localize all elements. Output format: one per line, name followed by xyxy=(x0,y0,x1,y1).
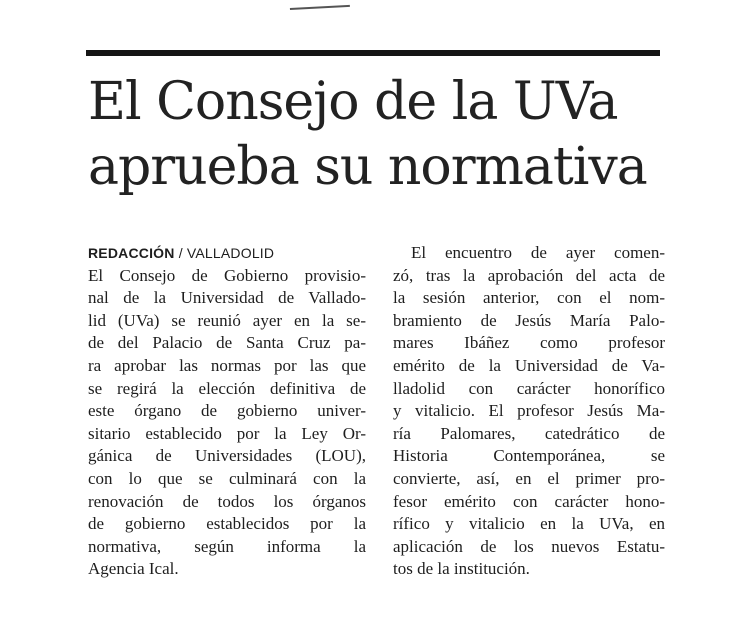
article-column-right xyxy=(393,242,665,581)
headline-line: aprueba su normativa xyxy=(88,137,647,197)
body-line: tos de la institución. xyxy=(393,559,530,579)
body-line: de gobierno establecidos por la xyxy=(88,514,366,534)
headline xyxy=(88,70,688,200)
body-line: aplicación de los nuevos Estatu- xyxy=(393,536,665,556)
body-line: Agencia Ical. xyxy=(88,559,179,579)
body-line: gánica de Universidades (LOU), xyxy=(88,446,366,466)
body-line: emérito de la Universidad de Va- xyxy=(393,355,665,375)
body-line: se regirá la elección definitiva de xyxy=(88,378,366,398)
body-line: ría Palomares, catedrático de xyxy=(393,423,665,443)
body-line: convierte, así, en el primer pro- xyxy=(393,468,665,488)
scan-pen-mark xyxy=(289,0,349,10)
body-line: de del Palacio de Santa Cruz pa- xyxy=(88,333,366,353)
body-line: sitario establecido por la Ley Or- xyxy=(88,423,366,443)
body-line: nal de la Universidad de Vallado- xyxy=(88,288,366,308)
body-line: lladolid con carácter honorífico xyxy=(393,378,665,398)
body-line: lid (UVa) se reunió ayer en la se- xyxy=(88,310,366,330)
headline-line: El Consejo de la UVa xyxy=(88,72,618,132)
byline-separator: / xyxy=(178,245,183,261)
body-line: ra aprobar las normas por las que xyxy=(88,355,366,375)
article-column-left xyxy=(88,242,366,581)
body-line: mares Ibáñez como profesor xyxy=(393,333,665,353)
body-line: y vitalicio. El profesor Jesús Ma- xyxy=(393,401,665,421)
body-line: renovación de todos los órganos xyxy=(88,491,366,511)
body-line: este órgano de gobierno univer- xyxy=(88,401,366,421)
byline-location: VALLADOLID xyxy=(186,245,275,261)
body-line: bramiento de Jesús María Palo- xyxy=(393,310,665,330)
body-line: fesor emérito con carácter hono- xyxy=(393,491,665,511)
body-line: zó, tras la aprobación del acta de xyxy=(393,265,665,285)
byline-author: REDACCIÓN xyxy=(88,245,175,261)
top-rule xyxy=(86,50,660,56)
body-line: la sesión anterior, con el nom- xyxy=(393,288,665,308)
body-line: rífico y vitalicio en la UVa, en xyxy=(393,514,665,534)
body-line: El encuentro de ayer comen- xyxy=(411,243,665,262)
body-line: El Consejo de Gobierno provisio- xyxy=(88,265,366,285)
byline xyxy=(88,242,366,265)
body-line: Historia Contemporánea, se xyxy=(393,446,665,466)
body-line: con lo que se culminará con la xyxy=(88,468,366,488)
body-line: normativa, según informa la xyxy=(88,536,366,556)
